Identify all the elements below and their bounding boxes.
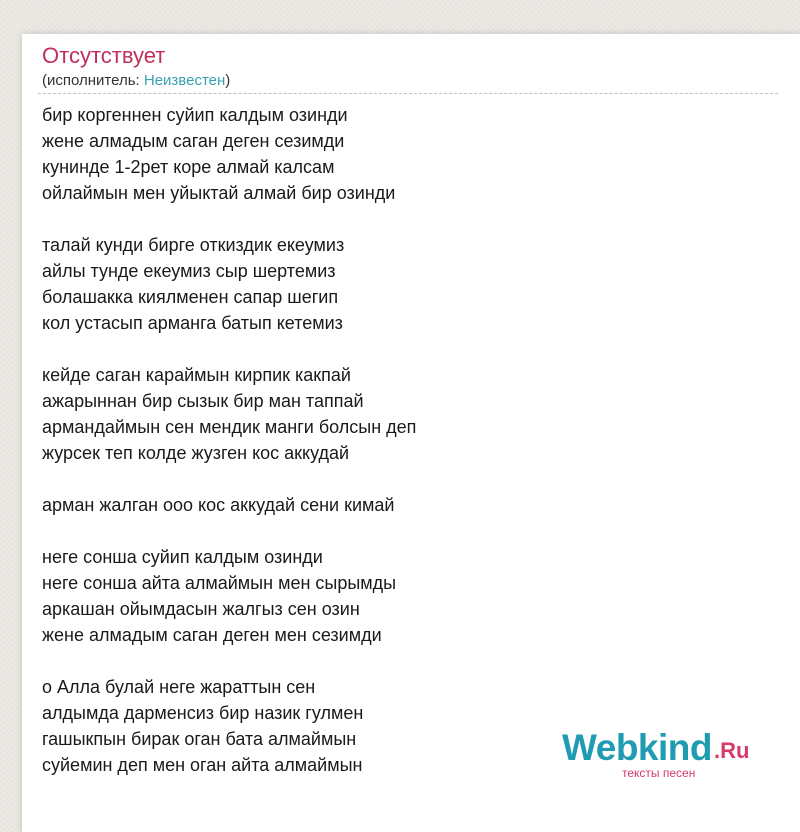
- lyric-line: о Алла булай неге жараттын сен: [42, 677, 316, 697]
- header-divider: [38, 93, 778, 94]
- lyric-line: кунинде 1-2рет коре алмай калсам: [42, 157, 335, 177]
- lyric-line: жене алмадым саган деген сезимди: [42, 131, 345, 151]
- lyric-line: суйемин деп мен оган айта алмаймын: [42, 755, 363, 775]
- logo-domain: .Ru: [714, 738, 750, 763]
- lyric-line: ажарыннан бир сызык бир ман таппай: [42, 391, 364, 411]
- webkind-logo[interactable]: [562, 726, 762, 786]
- lyric-line: бир коргеннен суйип калдым озинди: [42, 105, 348, 125]
- lyric-line: талай кунди бирге откиздик екеумиз: [42, 235, 345, 255]
- lyric-line: кол устасып арманга батып кетемиз: [42, 313, 343, 333]
- lyric-line: арман жалган ооо кос аккудай сени кимай: [42, 495, 395, 515]
- lyric-line: неге сонша суйип калдым озинди: [42, 547, 323, 567]
- artist-line: [42, 72, 230, 90]
- artist-suffix: ): [225, 72, 231, 89]
- lyric-line: болашакка киялменен сапар шегип: [42, 287, 339, 307]
- lyrics-text: [42, 102, 762, 804]
- lyric-line: кейде саган караймын кирпик какпай: [42, 365, 351, 385]
- lyric-line: аркашан ойымдасын жалгыз сен озин: [42, 599, 360, 619]
- lyric-line: ойлаймын мен уйыктай алмай бир озинди: [42, 183, 396, 203]
- stanza: [42, 544, 762, 648]
- stanza: [42, 362, 762, 466]
- lyric-line: гашыкпын бирак оган бата алмаймын: [42, 729, 357, 749]
- stanza: [42, 232, 762, 336]
- lyric-line: алдымда дарменсиз бир назик гулмен: [42, 703, 364, 723]
- lyrics-card: [22, 34, 800, 832]
- artist-prefix: (исполнитель:: [42, 72, 144, 89]
- lyric-line: армандаймын сен мендик манги болсын деп: [42, 417, 417, 437]
- lyric-line: жене алмадым саган деген мен сезимди: [42, 625, 382, 645]
- lyric-line: айлы тунде екеумиз сыр шертемиз: [42, 261, 336, 281]
- logo-subtitle: тексты песен: [622, 766, 696, 780]
- artist-link[interactable]: Неизвестен: [143, 72, 226, 89]
- stanza: [42, 492, 762, 518]
- logo-wordmark: Webkind: [562, 727, 712, 768]
- lyric-line: журсек теп колде жузген кос аккудай: [42, 443, 350, 463]
- lyric-line: неге сонша айта алмаймын мен сырымды: [42, 573, 397, 593]
- song-title: Отсутствует: [42, 43, 166, 68]
- stanza: [42, 102, 762, 206]
